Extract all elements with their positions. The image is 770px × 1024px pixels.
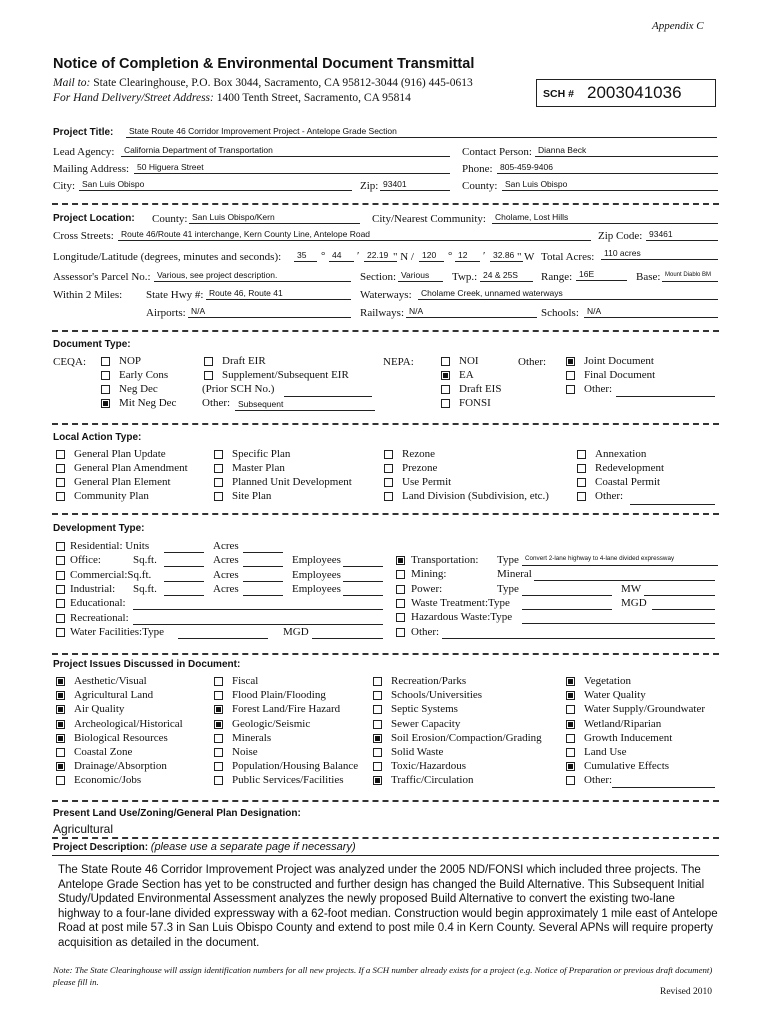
issue-toxic-hazardous-label: Toxic/Hazardous [391,760,466,773]
issue-geologic-seismic-checkbox[interactable] [214,720,223,729]
apn-field[interactable]: Various, see project description. [154,269,351,282]
recreational-label: Recreational: [70,611,129,624]
power-type-field[interactable] [522,583,612,596]
industrial-label: Industrial: [70,582,116,595]
divider [52,653,719,655]
nearest-community-label: City/Nearest Community: [372,213,486,225]
issue-land-use-label: Land Use [584,746,627,758]
waste-mgd-label: MGD [621,596,647,609]
power-checkbox[interactable] [396,585,405,594]
hazardous-type-field[interactable] [522,611,715,624]
section-field[interactable]: Various [398,269,443,282]
degree-symbol: ° [321,250,326,262]
office-employees-field[interactable] [343,554,383,567]
range-label: Range: [541,271,573,283]
issue-traffic-circulation-label: Traffic/Circulation [391,774,474,787]
transportation-label: Transportation: [411,554,479,566]
issue-recreation-parks-label: Recreation/Parks [391,675,467,687]
issue-soil-erosion-compaction-grading-checkbox[interactable] [373,734,382,743]
ceqa-mit-neg-dec-checkbox[interactable] [101,399,110,408]
divider [52,203,719,205]
issue-aesthetic-visual-label: Aesthetic/Visual [74,675,147,687]
ceqa-mit-neg-dec-label: Mit Neg Dec [119,397,177,409]
other-other-label: Other: [584,383,613,395]
industrial-employees-field[interactable] [343,583,383,596]
issue-population-housing-balance-label: Population/Housing Balance [232,760,359,773]
issue-soil-erosion-compaction-grading-label: Soil Erosion/Compaction/Grading [391,731,542,744]
cross-streets-field[interactable]: Route 46/Route 41 interchange, Kern County Line, Antelope Road [118,228,591,241]
local-site-plan-checkbox[interactable] [214,492,223,501]
local-use-permit-checkbox[interactable] [384,478,393,487]
range-field[interactable]: 16E [576,268,627,281]
local-annexation-checkbox[interactable] [577,450,586,459]
local-site-plan-label: Site Plan [232,490,272,502]
lat-seconds[interactable]: 22.19 [364,249,397,262]
water-type-field[interactable] [178,626,268,639]
local-master-plan-label: Master Plan [232,462,285,474]
residential-label: Residential: Units [70,540,150,552]
zip-field[interactable]: 93401 [380,178,450,191]
mining-label: Mining: [411,568,447,581]
educational-checkbox[interactable] [56,599,65,608]
residential-acres-field[interactable] [243,540,283,553]
ceqa-nop-checkbox[interactable] [101,357,110,366]
local-general-plan-amendment-label: General Plan Amendment [74,462,188,474]
phone-field[interactable]: 805-459-9406 [497,161,718,174]
project-title-field[interactable]: State Route 46 Corridor Improvement Project - Antelope Grade Section [126,125,717,138]
schools-label: Schools: [541,307,579,319]
local-master-plan-checkbox[interactable] [214,464,223,473]
issue-other-checkbox[interactable] [566,776,575,785]
issue-coastal-zone-label: Coastal Zone [74,746,133,758]
hazardous-waste-checkbox[interactable] [396,613,405,622]
mining-mineral-label: Mineral [497,568,532,581]
commercial-sqft-field[interactable] [164,569,204,582]
lat-degrees[interactable]: 35 [294,249,317,262]
issue-solid-waste-checkbox[interactable] [373,748,382,757]
local-other-field[interactable] [630,492,715,505]
local-land-division-subdivision-etc-checkbox[interactable] [384,492,393,501]
project-title-label: Project Title: [53,127,114,138]
ceqa-early-cons-label: Early Cons [119,369,169,381]
zip-code-label: Zip Code: [598,230,643,242]
county-label: County: [462,180,498,192]
issue-noise-label: Noise [232,746,258,758]
mining-mineral-field[interactable] [534,568,715,581]
dev-other-label: Other: [411,625,440,638]
total-acres-field[interactable]: 110 acres [601,247,718,260]
office-acres-field[interactable] [243,554,283,567]
prior-sch-label: (Prior SCH No.) [202,383,275,395]
nepa-draft-eis-checkbox[interactable] [441,385,450,394]
divider [52,423,719,425]
local-coastal-permit-checkbox[interactable] [577,478,586,487]
issue-schools-universities-checkbox[interactable] [373,691,382,700]
divider [52,330,719,332]
issue-forest-land-fire-hazard-label: Forest Land/Fire Hazard [232,703,341,716]
industrial-sqft-label: Sq.ft. [133,582,157,595]
city-label: City: [53,180,76,192]
commercial-checkbox[interactable] [56,571,65,580]
sch-box [536,79,716,107]
nepa-fonsi-label: FONSI [459,397,491,409]
ceqa-neg-dec-checkbox[interactable] [101,385,110,394]
other-final-document-label: Final Document [584,369,656,381]
educational-field[interactable] [133,597,383,610]
lat-direction: " N / [393,251,414,263]
local-action-heading: Local Action Type: [53,432,142,443]
local-annexation-label: Annexation [595,448,647,460]
project-description-note: (please use a separate page if necessary) [150,841,356,853]
issue-vegetation-checkbox[interactable] [566,677,575,686]
local-prezone-checkbox[interactable] [384,464,393,473]
apn-label: Assessor's Parcel No.: [53,271,151,283]
hand-delivery-label: For Hand Delivery/Street Address: [53,92,214,104]
other-final-document-checkbox[interactable] [566,371,575,380]
local-general-plan-update-label: General Plan Update [74,448,166,460]
issue-minerals-label: Minerals [232,731,272,744]
issue-public-services-facilities-checkbox[interactable] [214,776,223,785]
minute-symbol: ′ [357,250,360,262]
ceqa-neg-dec-label: Neg Dec [119,383,158,395]
residential-acres-label: Acres [213,540,239,552]
nepa-ea-label: EA [459,369,474,381]
issues-other-field[interactable] [612,775,715,788]
office-acres-label: Acres [213,554,239,567]
issue-fiscal-label: Fiscal [232,675,259,687]
lat-minutes[interactable]: 44 [329,249,354,262]
location-county-label: County: [152,213,188,225]
mining-checkbox[interactable] [396,570,405,579]
twp-label: Twp.: [452,271,478,283]
degree-symbol-2: ° [448,250,453,262]
state-hwy-field[interactable]: Route 46, Route 41 [206,287,351,300]
development-type-heading: Development Type: [53,523,145,534]
schools-field[interactable]: N/A [584,305,718,318]
nepa-noi-checkbox[interactable] [441,357,450,366]
issue-schools-universities-label: Schools/Universities [391,689,483,702]
supplement-eir-checkbox[interactable] [204,371,213,380]
issue-biological-resources-checkbox[interactable] [56,734,65,743]
divider [52,800,719,802]
recreational-checkbox[interactable] [56,614,65,623]
latlong-label: Longitude/Latitude (degrees, minutes and seconds): [53,251,282,263]
local-community-plan-label: Community Plan [74,490,149,502]
local-redevelopment-checkbox[interactable] [577,464,586,473]
issue-forest-land-fire-hazard-checkbox[interactable] [214,705,223,714]
transportation-type-field[interactable]: Convert 2-lane highway to 4-lane divided expressway [522,553,718,566]
ceqa-label: CEQA: [53,356,86,368]
industrial-acres-field[interactable] [243,583,283,596]
local-general-plan-amendment-checkbox[interactable] [56,464,65,473]
mail-to-address: State Clearinghouse, P.O. Box 3044, Sacramento, CA 95812-3044 (916) 445-0613 [93,77,473,89]
local-community-plan-checkbox[interactable] [56,492,65,501]
issue-other-label: Other: [584,774,613,787]
hand-delivery-address: 1400 Tenth Street, Sacramento, CA 95814 [216,92,411,104]
phone-label: Phone: [462,163,493,175]
local-land-division-subdivision-etc-label: Land Division (Subdivision, etc.) [402,490,549,502]
office-employees-label: Employees [292,554,341,567]
local-use-permit-label: Use Permit [402,476,452,488]
local-rezone-checkbox[interactable] [384,450,393,459]
contact-person-label: Contact Person: [462,146,532,158]
issue-recreation-parks-checkbox[interactable] [373,677,382,686]
issue-economic-jobs-label: Economic/Jobs [74,774,142,787]
ceqa-other-field[interactable]: Subsequent [235,398,375,411]
railways-label: Railways: [360,307,404,319]
ceqa-early-cons-checkbox[interactable] [101,371,110,380]
residential-units-field[interactable] [164,540,204,553]
lead-agency-field[interactable]: California Department of Transportation [121,144,450,157]
commercial-acres-label: Acres [213,568,239,581]
office-label: Office: [70,554,101,567]
supplement-eir-label: Supplement/Subsequent EIR [222,369,349,381]
other-document-field[interactable] [616,384,715,397]
waste-type-field[interactable] [522,597,612,610]
appendix-label: Appendix C [652,20,704,32]
land-use-value[interactable]: Agricultural [53,822,114,836]
state-hwy-label: State Hwy #: [146,289,204,301]
issues-heading: Project Issues Discussed in Document: [53,659,241,670]
lead-agency-label: Lead Agency: [53,146,115,158]
educational-label: Educational: [70,597,126,610]
local-rezone-label: Rezone [402,448,435,460]
sch-number[interactable]: 2003041036 [587,83,682,102]
mailing-address-label: Mailing Address: [53,163,130,175]
issue-toxic-hazardous-checkbox[interactable] [373,762,382,771]
local-coastal-permit-label: Coastal Permit [595,476,661,488]
water-mgd-label: MGD [283,625,309,638]
recreational-field[interactable] [133,612,383,625]
issue-geologic-seismic-label: Geologic/Seismic [232,717,311,730]
issue-air-quality-checkbox[interactable] [56,705,65,714]
lon-degrees[interactable]: 120 [419,249,444,262]
office-sqft-label: Sq.ft. [133,554,157,567]
local-other-checkbox[interactable] [577,492,586,501]
issue-cumulative-effects-label: Cumulative Effects [584,760,670,773]
zip-code-field[interactable]: 93461 [646,228,718,241]
prior-sch-field[interactable] [284,384,372,397]
commercial-employees-field[interactable] [343,569,383,582]
issue-traffic-circulation-checkbox[interactable] [373,776,382,785]
local-planned-unit-development-label: Planned Unit Development [232,476,352,488]
base-label: Base: [636,271,661,283]
power-label: Power: [411,582,443,595]
local-planned-unit-development-checkbox[interactable] [214,478,223,487]
water-facilities-label: Water Facilities:Type [70,625,164,638]
contact-person-field[interactable]: Dianna Beck [535,144,718,157]
issue-water-quality-checkbox[interactable] [566,691,575,700]
issue-drainage-absorption-checkbox[interactable] [56,762,65,771]
draft-eir-label: Draft EIR [222,355,266,367]
industrial-acres-label: Acres [213,582,239,595]
issue-public-services-facilities-label: Public Services/Facilities [232,774,344,787]
airports-label: Airports: [146,307,186,319]
local-redevelopment-label: Redevelopment [595,462,665,474]
issue-economic-jobs-checkbox[interactable] [56,776,65,785]
commercial-employees-label: Employees [292,568,341,581]
lon-direction: " W [517,251,535,263]
issue-air-quality-label: Air Quality [74,703,125,716]
issue-noise-checkbox[interactable] [214,748,223,757]
power-mw-field[interactable] [644,583,715,596]
issue-solid-waste-label: Solid Waste [391,746,444,758]
waterways-field[interactable]: Cholame Creek, unnamed waterways [418,287,718,300]
local-general-plan-element-checkbox[interactable] [56,478,65,487]
total-acres-label: Total Acres: [541,251,595,263]
mailing-address-field[interactable]: 50 Higuera Street [134,161,450,174]
minute-symbol-2: ′ [483,250,486,262]
issue-land-use-checkbox[interactable] [566,748,575,757]
section-label: Section: [360,271,397,283]
office-checkbox[interactable] [56,556,65,565]
issue-septic-systems-label: Septic Systems [391,703,458,716]
mail-to-line [53,77,473,89]
local-prezone-label: Prezone [402,462,438,474]
nearest-community-field[interactable]: Cholame, Lost Hills [492,211,718,224]
issue-flood-plain-flooding-checkbox[interactable] [214,691,223,700]
issue-fiscal-checkbox[interactable] [214,677,223,686]
industrial-sqft-field[interactable] [164,583,204,596]
other-doc-label: Other: [518,356,547,368]
issue-sewer-capacity-checkbox[interactable] [373,720,382,729]
land-use-heading: Present Land Use/Zoning/General Plan Designation: [53,808,301,819]
issue-septic-systems-checkbox[interactable] [373,705,382,714]
water-facilities-checkbox[interactable] [56,628,65,637]
project-location-label: Project Location: [53,213,135,224]
issue-minerals-checkbox[interactable] [214,734,223,743]
city-field[interactable]: San Luis Obispo [79,178,352,191]
issue-coastal-zone-checkbox[interactable] [56,748,65,757]
mail-to-label: Mail to: [53,77,91,89]
other-joint-document-checkbox[interactable] [566,357,575,366]
hand-delivery-line [53,92,411,104]
issue-agricultural-land-label: Agricultural Land [74,689,154,702]
base-field[interactable]: Mount Diablo BM [662,269,718,282]
nepa-label: NEPA: [383,356,414,368]
form-title: Notice of Completion & Environmental Document Transmittal [53,56,475,72]
issue-drainage-absorption-label: Drainage/Absorption [74,760,167,773]
airports-field[interactable]: N/A [188,305,351,318]
transportation-type-label: Type [497,554,519,566]
local-specific-plan-label: Specific Plan [232,448,291,460]
divider [52,513,719,515]
revised-date: Revised 2010 [660,987,712,997]
power-mw-label: MW [621,582,642,595]
location-county-field[interactable]: San Luis Obispo/Kern [189,211,360,224]
description-top-rule [52,855,719,856]
residential-checkbox[interactable] [56,542,65,551]
divider [52,837,719,839]
project-description-heading [53,841,356,853]
dev-other-checkbox[interactable] [396,628,405,637]
nepa-draft-eis-label: Draft EIS [459,383,502,395]
document-type-heading: Document Type: [53,339,131,350]
sch-label: SCH # [543,88,574,100]
issue-water-supply-groundwater-label: Water Supply/Groundwater [584,703,705,716]
issue-cumulative-effects-checkbox[interactable] [566,762,575,771]
issue-population-housing-balance-checkbox[interactable] [214,762,223,771]
issue-water-quality-label: Water Quality [584,689,646,702]
waterways-label: Waterways: [360,289,412,301]
issue-wetland-riparian-label: Wetland/Riparian [584,717,662,730]
issue-biological-resources-label: Biological Resources [74,731,168,744]
waste-treatment-checkbox[interactable] [396,599,405,608]
local-specific-plan-checkbox[interactable] [214,450,223,459]
hazardous-waste-label: Hazardous Waste:Type [411,611,513,624]
commercial-label: Commercial:Sq.ft. [70,568,152,581]
nepa-noi-label: NOI [459,355,479,367]
transportation-checkbox[interactable] [396,556,405,565]
within-2-miles-label: Within 2 Miles: [53,289,123,301]
power-type-label: Type [497,582,519,595]
issue-sewer-capacity-label: Sewer Capacity [391,717,461,730]
industrial-employees-label: Employees [292,582,341,595]
nepa-fonsi-checkbox[interactable] [441,399,450,408]
county-field[interactable]: San Luis Obispo [502,178,718,191]
water-mgd-field[interactable] [312,626,383,639]
commercial-acres-field[interactable] [243,569,283,582]
issue-vegetation-label: Vegetation [584,675,632,687]
other-joint-document-label: Joint Document [584,355,654,367]
issue-agricultural-land-checkbox[interactable] [56,691,65,700]
zip-label: Zip: [360,180,379,192]
dev-other-field[interactable] [442,626,715,639]
nepa-ea-checkbox[interactable] [441,371,450,380]
issue-wetland-riparian-checkbox[interactable] [566,720,575,729]
issue-flood-plain-flooding-label: Flood Plain/Flooding [232,689,326,702]
railways-field[interactable]: N/A [406,305,537,318]
issue-water-supply-groundwater-checkbox[interactable] [566,705,575,714]
local-general-plan-update-checkbox[interactable] [56,450,65,459]
office-sqft-field[interactable] [164,554,204,567]
twp-field[interactable]: 24 & 25S [480,269,533,282]
issue-archeological-historical-label: Archeological/Historical [74,717,183,730]
project-description-text[interactable]: The State Route 46 Corridor Improvement Project was analyzed under the 2005 ND/FONSI which included three projects. The Antelope Grade Section has yet to be constructed and further design has changed the Build Alternative. This Subsequent Initial Study/Updated Environmental Assessment analyzes the newly proposed Build Alternative to convert the existing two-lane highway to a four-lane divided expressway with a 62-foot median. Construction would begin approximately 1 mile east of Antelope Road at post mile 57.3 in San Luis Obispo County and extend to post mile 0.4 in Kern County. Several APNs will require property acquisition as detailed in the document. [58,864,718,949]
issue-archeological-historical-checkbox[interactable] [56,720,65,729]
cross-streets-label: Cross Streets: [53,230,114,242]
ceqa-other-label: Other: [202,397,231,409]
ceqa-nop-label: NOP [119,355,142,367]
lon-minutes[interactable]: 12 [455,249,480,262]
industrial-checkbox[interactable] [56,585,65,594]
lon-seconds[interactable]: 32.86 [490,249,523,262]
project-description-label: Project Description: [53,842,149,853]
footer-note: Note: The State Clearinghouse will assign identification numbers for all new projects. If a SCH number already exists for a project (e.g. Notice of Preparation or previous draft document) please fill in. [53,965,713,987]
issue-growth-inducement-label: Growth Inducement [584,731,673,744]
waste-mgd-field[interactable] [652,597,715,610]
issue-growth-inducement-checkbox[interactable] [566,734,575,743]
waste-treatment-label: Waste Treatment:Type [411,596,510,609]
other-other-checkbox[interactable] [566,385,575,394]
local-general-plan-element-label: General Plan Element [74,476,171,488]
issue-aesthetic-visual-checkbox[interactable] [56,677,65,686]
local-other-label: Other: [595,490,624,502]
draft-eir-checkbox[interactable] [204,357,213,366]
